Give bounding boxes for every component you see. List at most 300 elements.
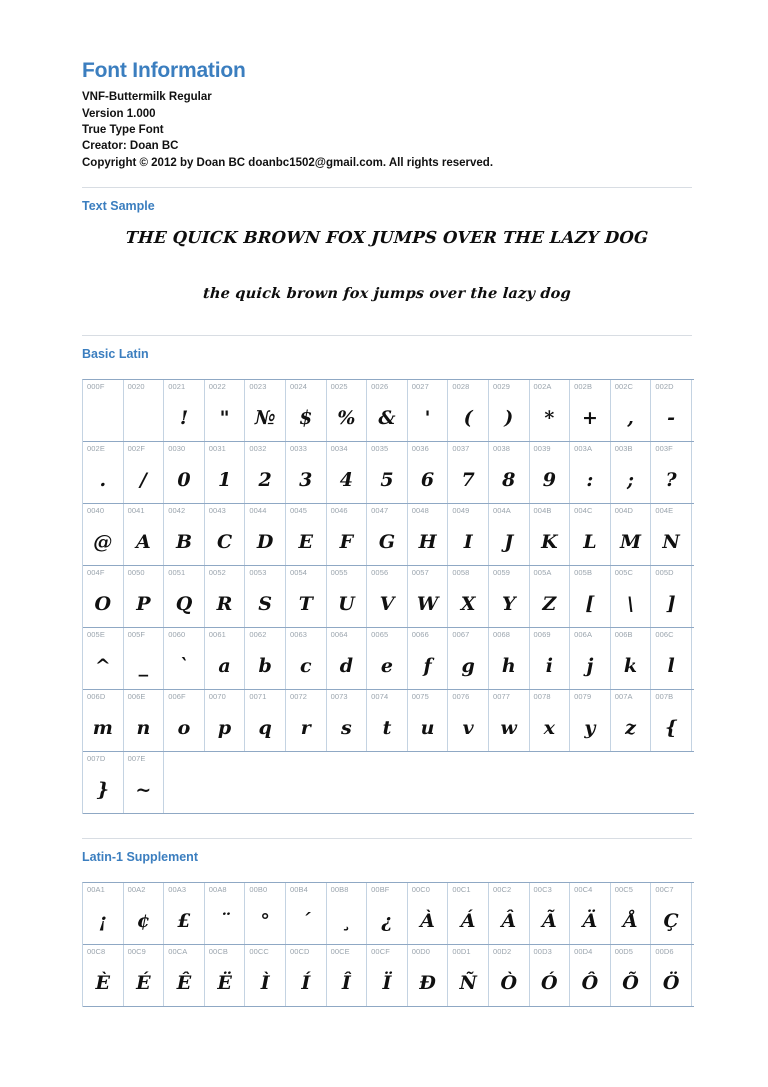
glyph-cell[interactable] [651,566,692,627]
glyph-cell[interactable] [245,945,286,1006]
glyph-codepoint-label: 0073 [330,692,348,702]
glyph-cell[interactable] [611,945,652,1006]
glyph-codepoint-label: 0051 [168,568,186,578]
glyph-grid-basic-latin [82,379,694,814]
glyph-character: { [665,716,678,739]
glyph-codepoint-label: 002A [533,382,552,392]
glyph-cell[interactable] [408,380,449,441]
glyph-cell[interactable] [83,752,124,813]
glyph-codepoint-label: 00C9 [127,947,146,957]
glyph-cell[interactable] [83,945,124,1006]
glyph-codepoint-label: 006B [614,630,633,640]
glyph-cell[interactable] [530,690,571,751]
glyph-character: 8 [502,468,516,491]
glyph-character: h [501,654,516,677]
glyph-cell[interactable] [367,945,408,1006]
glyph-character: L [583,530,597,553]
glyph-cell[interactable] [286,566,327,627]
glyph-character: m [92,716,113,739]
glyph-character: . [99,468,107,491]
glyph-cell[interactable] [205,504,246,565]
glyph-codepoint-label: 0062 [249,630,267,640]
glyph-cell[interactable] [327,504,368,565]
glyph-cell[interactable] [164,380,205,441]
glyph-character: Ì [260,971,270,994]
glyph-character: ^ [94,654,111,677]
glyph-cell[interactable] [164,442,205,503]
glyph-cell[interactable] [286,628,327,689]
glyph-codepoint-label: 0075 [411,692,429,702]
glyph-cell[interactable] [651,945,692,1006]
glyph-codepoint-label: 00C3 [533,885,552,895]
glyph-character: 2 [258,468,272,491]
glyph-character: : [586,468,594,491]
glyph-character: o [177,716,191,739]
glyph-codepoint-label: 0029 [492,382,511,392]
glyph-cell[interactable] [367,628,408,689]
glyph-character: \ [627,592,634,615]
glyph-character: R [216,592,233,615]
glyph-codepoint-label: 0042 [168,506,186,516]
glyph-cell[interactable] [408,628,449,689]
glyph-codepoint-label: 0030 [168,444,186,454]
glyph-cell[interactable] [124,380,165,441]
glyph-cell[interactable] [367,883,408,944]
glyph-character: p [217,716,232,739]
glyph-codepoint-label: 0044 [249,506,267,516]
glyph-codepoint-label: 00D0 [411,947,431,957]
glyph-character: Â [501,909,517,932]
glyph-character: 7 [461,468,475,491]
glyph-codepoint-label: 002F [127,444,146,454]
glyph-cell[interactable] [164,628,205,689]
glyph-codepoint-label: 004E [655,506,674,516]
glyph-codepoint-label: 00A1 [87,885,105,895]
glyph-codepoint-label: 00A2 [127,885,146,895]
glyph-cell[interactable] [286,945,327,1006]
font-name-line: VNF-Buttermilk Regular [82,91,212,104]
glyph-codepoint-label: 002C [614,382,634,392]
glyph-cell[interactable] [124,883,165,944]
glyph-cell[interactable] [489,883,530,944]
glyph-character: Ç [663,909,679,932]
glyph-character: Q [175,592,193,615]
glyph-codepoint-label: 0069 [533,630,551,640]
glyph-codepoint-label: 00CF [371,947,390,957]
glyph-cell[interactable] [124,690,165,751]
text-sample-block [82,228,692,302]
glyph-character: Ð [419,971,436,994]
glyph-cell[interactable] [611,504,652,565]
glyph-cell[interactable] [651,442,692,503]
glyph-cell[interactable] [205,380,246,441]
glyph-cell[interactable] [327,690,368,751]
glyph-codepoint-label: 006C [655,630,674,640]
glyph-codepoint-label: 0020 [127,382,145,392]
glyph-codepoint-label: 00CB [208,947,228,957]
glyph-cell[interactable] [286,442,327,503]
glyph-codepoint-label: 0071 [249,692,267,702]
glyph-cell[interactable] [245,883,286,944]
glyph-character: ! [179,406,189,429]
glyph-codepoint-label: 0047 [371,506,389,516]
glyph-codepoint-label: 00CA [168,947,188,957]
glyph-character: 1 [217,468,232,491]
glyph-codepoint-label: 0077 [492,692,511,702]
glyph-codepoint-label: 0065 [371,630,389,640]
glyph-character: P [136,592,151,615]
glyph-codepoint-label: 0064 [330,630,348,640]
glyph-codepoint-label: 00B4 [289,885,308,895]
glyph-cell[interactable] [530,380,571,441]
glyph-cell[interactable] [489,380,530,441]
glyph-character: № [254,406,276,429]
glyph-character: Ë [217,971,232,994]
glyph-cell[interactable] [205,945,246,1006]
glyph-cell[interactable] [205,690,246,751]
glyph-cell[interactable] [489,566,530,627]
glyph-codepoint-label: 00A3 [168,885,187,895]
glyph-character: É [136,971,151,994]
glyph-cell[interactable] [164,690,205,751]
glyph-row [83,752,694,814]
glyph-codepoint-label: 0040 [87,506,105,516]
glyph-codepoint-label: 0024 [289,382,308,392]
glyph-cell[interactable] [164,504,205,565]
glyph-grid-latin1-supplement [82,882,694,1007]
glyph-codepoint-label: 003A [574,444,593,454]
glyph-cell[interactable] [164,945,205,1006]
glyph-character: 5 [380,468,394,491]
glyph-cell[interactable] [83,690,124,751]
glyph-codepoint-label: 0025 [330,382,348,392]
glyph-codepoint-label: 007E [127,754,146,764]
glyph-codepoint-label: 006D [87,692,106,702]
glyph-cell[interactable] [367,566,408,627]
glyph-cell[interactable] [408,442,449,503]
glyph-cell[interactable] [83,442,124,503]
glyph-character: [ [585,592,595,615]
glyph-cell[interactable] [530,504,571,565]
glyph-character: ¸ [341,909,352,932]
glyph-codepoint-label: 00B0 [249,885,268,895]
glyph-cell[interactable] [448,504,489,565]
glyph-codepoint-label: 00C0 [411,885,431,895]
glyph-cell[interactable] [124,945,165,1006]
glyph-cell[interactable] [530,628,571,689]
glyph-cell[interactable] [448,628,489,689]
glyph-codepoint-label: 0060 [168,630,186,640]
glyph-cell[interactable] [611,690,652,751]
glyph-cell[interactable] [205,442,246,503]
glyph-codepoint-label: 004D [614,506,634,516]
glyph-codepoint-label: 006F [168,692,186,702]
glyph-codepoint-label: 0058 [452,568,470,578]
glyph-character: ) [504,406,514,429]
glyph-cell[interactable] [245,504,286,565]
glyph-character: n [136,716,151,739]
glyph-character: Ö [662,971,680,994]
glyph-cell[interactable] [651,690,692,751]
glyph-cell[interactable] [530,883,571,944]
glyph-character: i [545,654,553,677]
glyph-codepoint-label: 0034 [330,444,348,454]
glyph-cell[interactable] [448,566,489,627]
glyph-codepoint-label: 004B [533,506,552,516]
glyph-codepoint-label: 0049 [452,506,470,516]
glyph-character: O [94,592,112,615]
glyph-codepoint-label: 00BF [371,885,390,895]
glyph-cell[interactable] [164,566,205,627]
glyph-codepoint-label: 004C [574,506,593,516]
glyph-cell[interactable] [570,945,611,1006]
glyph-cell[interactable] [651,628,692,689]
glyph-cell[interactable] [651,504,692,565]
glyph-cell[interactable] [327,628,368,689]
glyph-codepoint-label: 0043 [208,506,226,516]
glyph-cell[interactable] [286,380,327,441]
glyph-character: r [300,716,311,739]
glyph-cell[interactable] [448,442,489,503]
glyph-cell[interactable] [489,628,530,689]
glyph-codepoint-label: 0061 [208,630,226,640]
glyph-cell[interactable] [286,690,327,751]
glyph-cell[interactable] [570,442,611,503]
glyph-codepoint-label: 0038 [492,444,511,454]
glyph-codepoint-label: 004F [87,568,105,578]
glyph-codepoint-label: 0068 [492,630,511,640]
glyph-cell[interactable] [367,380,408,441]
glyph-cell[interactable] [164,883,205,944]
glyph-character: G [378,530,396,553]
glyph-row [83,628,694,690]
glyph-character: Z [542,592,557,615]
glyph-cell[interactable] [124,566,165,627]
glyph-character: F [339,530,354,553]
glyph-cell[interactable] [530,945,571,1006]
glyph-cell[interactable] [611,566,652,627]
glyph-character [124,400,164,436]
glyph-character: W [416,592,439,615]
glyph-cell[interactable] [205,628,246,689]
glyph-cell[interactable] [327,566,368,627]
glyph-character: * [544,406,555,429]
glyph-codepoint-label: 002B [574,382,593,392]
glyph-character: @ [93,530,113,553]
glyph-cell[interactable] [570,380,611,441]
glyph-cell[interactable] [611,442,652,503]
glyph-cell[interactable] [245,380,286,441]
glyph-cell[interactable] [83,883,124,944]
glyph-character: + [581,406,598,429]
glyph-cell[interactable] [83,504,124,565]
glyph-cell[interactable] [489,504,530,565]
glyph-cell[interactable] [570,566,611,627]
glyph-codepoint-label: 00D2 [492,947,512,957]
glyph-codepoint-label: 00A8 [208,885,227,895]
glyph-cell[interactable] [611,628,652,689]
glyph-character: H [418,530,437,553]
glyph-cell[interactable] [124,628,165,689]
glyph-character: a [218,654,231,677]
text-sample-lowercase: the quick brown fox jumps over the lazy dog [202,285,572,303]
glyph-cell[interactable] [530,442,571,503]
glyph-codepoint-label: 0022 [208,382,226,392]
glyph-cell[interactable] [530,566,571,627]
glyph-cell[interactable] [245,628,286,689]
glyph-cell[interactable] [408,945,449,1006]
glyph-cell[interactable] [327,380,368,441]
glyph-cell[interactable] [408,566,449,627]
glyph-codepoint-label: 003B [614,444,633,454]
glyph-cell[interactable] [205,883,246,944]
glyph-cell[interactable] [570,628,611,689]
glyph-codepoint-label: 00D3 [533,947,552,957]
glyph-cell[interactable] [367,442,408,503]
glyph-cell[interactable] [448,883,489,944]
glyph-codepoint-label: 00C7 [655,885,674,895]
glyph-character: Ò [500,971,518,994]
glyph-cell[interactable] [489,945,530,1006]
glyph-codepoint-label: 005F [127,630,146,640]
glyph-row [83,504,694,566]
glyph-character: B [175,530,193,553]
glyph-cell[interactable] [570,690,611,751]
glyph-codepoint-label: 002D [655,382,674,392]
glyph-character: 0 [177,468,191,491]
glyph-character: ? [665,468,677,491]
glyph-character: ¡ [98,909,107,932]
glyph-cell[interactable] [448,380,489,441]
glyph-codepoint-label: 0055 [330,568,348,578]
glyph-character: % [337,406,356,429]
glyph-character: À [420,909,435,932]
glyph-cell[interactable] [124,442,165,503]
glyph-row [83,883,694,945]
glyph-character: t [382,716,392,739]
glyph-character: ° [260,909,270,932]
glyph-character: ` [179,654,189,677]
glyph-cell[interactable] [245,566,286,627]
glyph-cell[interactable] [124,752,165,813]
glyph-character: _ [138,654,149,677]
glyph-cell[interactable] [408,504,449,565]
glyph-character: 9 [542,468,556,491]
glyph-codepoint-label: 00C1 [452,885,471,895]
glyph-cell[interactable] [651,883,692,944]
glyph-cell[interactable] [327,945,368,1006]
glyph-character: j [586,654,594,677]
glyph-character: ' [424,406,431,429]
glyph-codepoint-label: 00B8 [330,885,349,895]
glyph-codepoint-label: 006E [127,692,146,702]
glyph-cell[interactable] [83,566,124,627]
glyph-codepoint-label: 007B [655,692,674,702]
glyph-cell[interactable] [245,442,286,503]
glyph-codepoint-label: 00D4 [574,947,593,957]
glyph-cell[interactable] [245,690,286,751]
glyph-cell[interactable] [83,628,124,689]
glyph-cell[interactable] [124,504,165,565]
glyph-cell[interactable] [327,442,368,503]
glyph-cell[interactable] [611,380,652,441]
glyph-codepoint-label: 005E [87,630,105,640]
glyph-character: Ï [382,971,392,994]
glyph-cell[interactable] [408,690,449,751]
font-info-header [82,58,692,171]
glyph-character: V [379,592,395,615]
glyph-character: Ó [541,971,558,994]
glyph-cell[interactable] [448,690,489,751]
glyph-cell[interactable] [651,380,692,441]
glyph-character: " [219,406,230,429]
glyph-character: A [136,530,151,553]
glyph-codepoint-label: 0074 [371,692,389,702]
glyph-character: s [341,716,352,739]
glyph-character: ( [463,406,473,429]
glyph-cell[interactable] [570,504,611,565]
glyph-codepoint-label: 007D [87,754,106,764]
glyph-cell[interactable] [367,504,408,565]
glyph-character: e [380,654,393,677]
glyph-character: } [96,778,109,801]
glyph-character: U [338,592,355,615]
glyph-character: ; [627,468,635,491]
glyph-cell[interactable] [489,442,530,503]
glyph-codepoint-label: 00D1 [452,947,471,957]
glyph-character: ¿ [381,909,393,932]
glyph-codepoint-label: 00D6 [655,947,674,957]
glyph-codepoint-label: 0048 [411,506,429,516]
glyph-character: - [667,406,676,429]
glyph-cell[interactable] [408,883,449,944]
glyph-codepoint-label: 005A [533,568,552,578]
glyph-character: £ [177,909,191,932]
glyph-cell[interactable] [286,504,327,565]
glyph-character: S [258,592,273,615]
glyph-cell[interactable] [611,883,652,944]
glyph-cell[interactable] [489,690,530,751]
glyph-codepoint-label: 0032 [249,444,267,454]
font-format-line: True Type Font [82,124,164,136]
glyph-character: u [420,716,435,739]
glyph-cell[interactable] [205,566,246,627]
glyph-cell[interactable] [367,690,408,751]
glyph-codepoint-label: 0063 [289,630,308,640]
glyph-character: T [298,592,313,615]
glyph-cell[interactable] [327,883,368,944]
glyph-cell[interactable] [570,883,611,944]
glyph-character: 3 [299,468,313,491]
glyph-character: Ê [176,971,192,994]
glyph-row [83,566,694,628]
glyph-character: g [461,654,475,677]
glyph-character: I [463,530,473,553]
glyph-character: N [662,530,680,553]
glyph-character: Í [301,971,311,994]
glyph-codepoint-label: 0057 [411,568,429,578]
glyph-cell[interactable] [83,380,124,441]
glyph-codepoint-label: 003F [655,444,673,454]
font-creator-line: Creator: Doan BC [82,140,179,153]
glyph-character: y [584,716,596,739]
glyph-character: ] [666,592,676,615]
glyph-cell[interactable] [286,883,327,944]
glyph-character: c [299,654,312,677]
glyph-character: D [256,530,274,553]
glyph-character: Ñ [459,971,477,994]
glyph-cell[interactable] [448,945,489,1006]
